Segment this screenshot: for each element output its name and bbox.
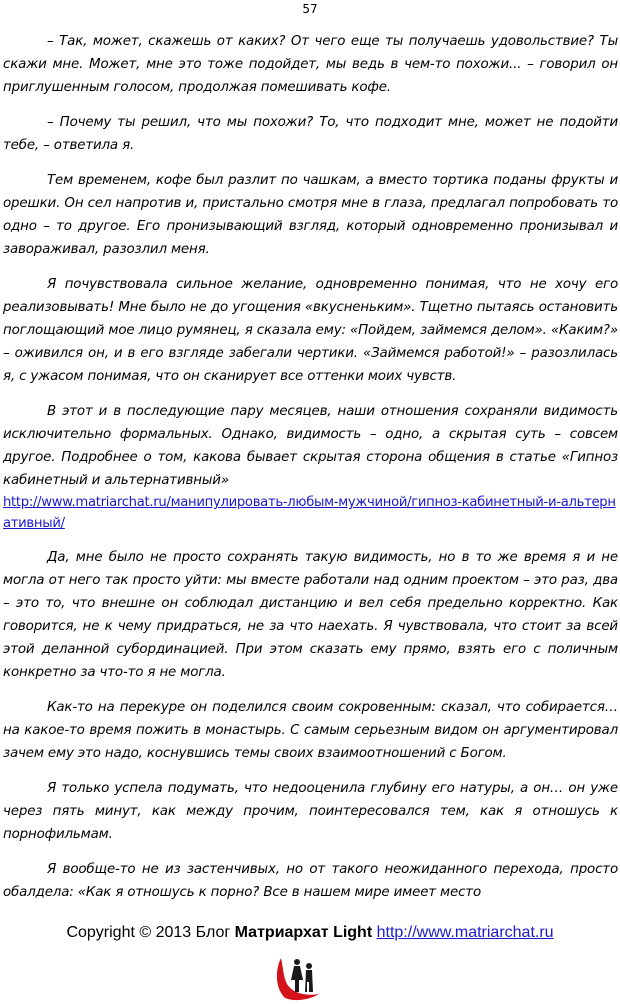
paragraph-with-link	[3, 400, 618, 534]
footer-link[interactable]: http://www.matriarchat.ru	[376, 924, 554, 941]
paragraph: – Почему ты решил, что мы похожи? То, что подходит мне, может не подойти тебе, – ответила я.	[3, 115, 618, 153]
paragraph: Тем временем, кофе был разлит по чашкам, а вместо тортика поданы фрукты и орешки. Он сел напротив и, пристально смотря мне в глаза, предлагал попробовать то одно – то другое. Его пронизывающий взгляд, который одновременно пронизывал и завораживал, разозлил меня.	[3, 173, 618, 257]
paragraph: Я вообще-то не из застенчивых, но от такого неожиданного перехода, просто обалдела: «Как я отношусь к порно? Все в нашем мире имеет место	[3, 862, 618, 900]
footer-prefix: Copyright © 2013 Блог	[66, 924, 235, 941]
footer-brand: Матриархат Light	[234, 924, 373, 941]
paragraph: Я только успела подумать, что недооценила глубину его натуры, а он… он уже через пять минут, как между прочим, поинтересовался тем, как я отношусь к порнофильмам.	[3, 781, 618, 842]
matriarchat-logo-icon	[273, 950, 325, 1002]
page-body	[3, 30, 618, 916]
paragraph: Да, мне было не просто сохранять такую видимость, но в то же время я и не могла от него так просто уйти: мы вместе работали над одним проектом – это раз, два – это то, что внешне он соблюдал дистанцию и вел себя предельно корректно. Как говорится, не к чему придраться, не за что наехать. Я чувствовала, что стоит за всей этой деланной субординацией. При этом сказать ему прямо, взять его с поличным конкретно за что-то я не могла.	[3, 550, 618, 680]
paragraph: Как-то на перекуре он поделился своим сокровенным: сказал, что собирается… на какое-то время пожить в монастырь. С самым серьезным видом он аргументировал зачем ему это надо, коснувшись темы своих взаимоотношений с Богом.	[3, 700, 618, 761]
paragraph-text: В этот и в последующие пару месяцев, наши отношения сохраняли видимость исключительно формальных. Однако, видимость – одно, а скрытая суть – совсем другое. Подробнее о том, какова бывает скрытая сторона общения в статье «Гипноз кабинетный и альтернативный»	[3, 404, 618, 488]
paragraph: Я почувствовала сильное желание, одновременно понимая, что не хочу его реализовывать! Мне было не до угощения «вкусненьким». Тщетно пытаясь остановить поглощающий мое лицо румянец, я сказала ему: «Пойдем, займемся делом». «Каким?» – оживился он, и в его взгляде забегали чертики. «Займемся работой!» – разозлилась я, с ужасом понимая, что он сканирует все оттенки моих чувств.	[3, 277, 618, 384]
paragraph: – Так, может, скажешь от каких? От чего еще ты получаешь удовольствие? Ты скажи мне. Может, мне это тоже подойдет, мы ведь в чем-то похожи... – говорил он приглушенным голосом, продолжая помешивать кофе.	[3, 34, 618, 95]
copyright-footer	[0, 924, 620, 942]
page-number: 57	[302, 2, 318, 16]
article-link[interactable]: http://www.matriarchat.ru/манипулировать-любым-мужчиной/гипноз-кабинетный-и-альтернативный/	[3, 495, 616, 531]
